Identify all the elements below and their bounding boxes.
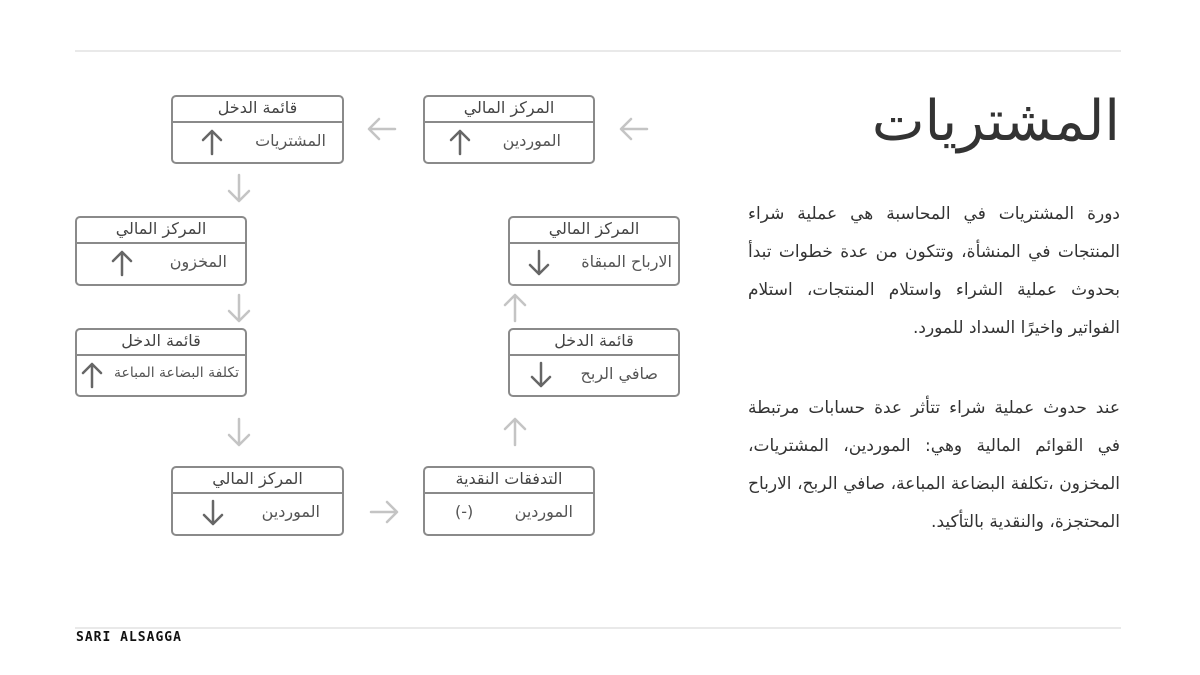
account-box-inventory	[75, 216, 247, 286]
box-statement: المركز المالي	[77, 218, 245, 244]
bottom-divider	[75, 627, 1121, 629]
flow-arrow-left-icon	[616, 111, 652, 147]
box-statement: قائمة الدخل	[77, 330, 245, 356]
box-account: الموردين	[261, 502, 320, 521]
box-account: المشتريات	[255, 131, 326, 150]
account-box-cogs	[75, 328, 247, 397]
box-statement: المركز المالي	[425, 97, 593, 123]
box-account: الموردين	[514, 502, 573, 521]
account-box-purchases	[171, 95, 344, 164]
intro-paragraph: دورة المشتريات في المحاسبة هي عملية شراء المنتجات في المنشأة، وتتكون من عدة خطوات تبدأ بحدوث عملية الشراء واستلام المنتجات، استلام الفواتير واخيرًا السداد للمورد.	[748, 204, 1120, 338]
box-account: صافي الربح	[580, 364, 658, 383]
box-statement: قائمة الدخل	[510, 330, 678, 356]
account-box-cash-flows	[423, 466, 595, 536]
arrow-down-icon	[528, 360, 554, 390]
account-box-retained-earnings	[508, 216, 680, 286]
flow-arrow-up-icon	[497, 414, 533, 450]
box-account: الارباح المبقاة	[581, 252, 672, 271]
cash-outflow-sign: (-)	[455, 502, 474, 521]
flow-arrow-right-icon	[366, 494, 402, 530]
flow-arrow-down-icon	[221, 170, 257, 206]
arrow-down-icon	[200, 498, 226, 528]
box-statement: التدفقات النقدية	[425, 468, 593, 494]
account-box-net-profit	[508, 328, 680, 397]
account-box-suppliers	[423, 95, 595, 164]
slide-title: المشتريات	[871, 89, 1120, 154]
arrow-up-icon	[199, 127, 225, 157]
box-account: المخزون	[169, 252, 227, 271]
arrow-up-icon	[109, 248, 135, 278]
box-statement: قائمة الدخل	[173, 97, 342, 123]
arrow-up-icon	[79, 360, 105, 390]
arrow-down-icon	[526, 248, 552, 278]
author-footer: SARI ALSAGGA	[76, 630, 182, 645]
box-statement: المركز المالي	[510, 218, 678, 244]
flow-arrow-left-icon	[364, 111, 400, 147]
flow-arrow-down-icon	[221, 290, 257, 326]
account-box-suppliers-bottom	[171, 466, 344, 536]
box-account: تكلفة البضاعة المباعة	[114, 365, 239, 381]
box-statement: المركز المالي	[173, 468, 342, 494]
flow-arrow-up-icon	[497, 290, 533, 326]
box-account: الموردين	[502, 131, 561, 150]
accounts-paragraph: عند حدوث عملية شراء تتأثر عدة حسابات مرتبطة في القوائم المالية وهي: الموردين، المشتريات، المخزون ،تكلفة البضاعة المباعة، صافي الربح، الارباح المحتجزة، والنقدية بالتأكيد.	[748, 398, 1120, 532]
arrow-up-icon	[447, 127, 473, 157]
top-divider	[75, 50, 1121, 52]
flow-arrow-down-icon	[221, 414, 257, 450]
